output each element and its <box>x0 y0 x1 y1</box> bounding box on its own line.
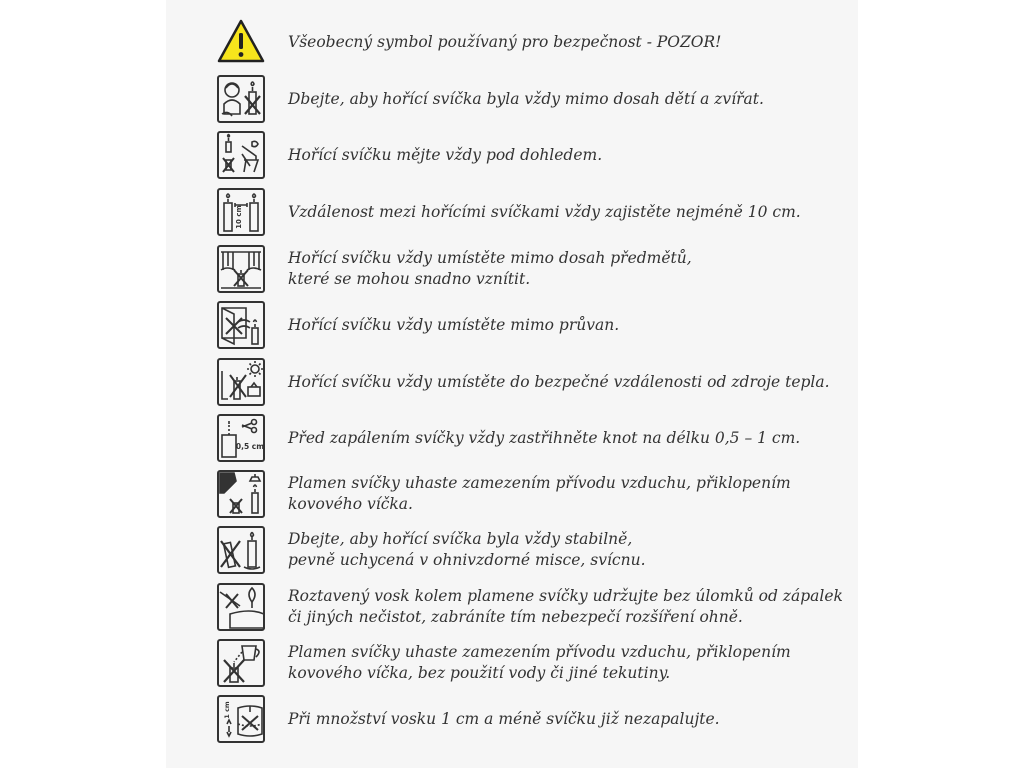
rule-row-heat-source <box>216 357 836 407</box>
supervision-icon <box>216 130 266 180</box>
rule-text: Hořící svíčku vždy umístěte do bezpečné vzdálenosti od zdroje tepla. <box>288 372 830 391</box>
safety-panel <box>166 0 858 768</box>
rule-text: Dbejte, aby hořící svíčka byla vždy stabilně, pevně uchycená v ohnivzdorné misce, svícnu. <box>288 530 646 569</box>
stable-holder-icon <box>216 525 266 575</box>
rule-row-general-warning <box>216 17 836 67</box>
no-water-icon <box>216 638 266 688</box>
clean-wax-icon <box>216 582 266 632</box>
rule-text: Při množství vosku 1 cm a méně svíčku již nezapalujte. <box>288 709 720 728</box>
heat-source-icon <box>216 357 266 407</box>
wick-trim-icon <box>216 413 266 463</box>
distance-label: 10 cm <box>235 205 243 229</box>
rule-row-extinguish-lid <box>216 469 836 519</box>
rule-row-supervision <box>216 130 836 180</box>
rule-text: Před zapálením svíčky vždy zastřihněte knot na délku 0,5 – 1 cm. <box>288 428 801 447</box>
children-animals-icon <box>216 74 266 124</box>
rule-row-no-water <box>216 638 836 688</box>
rule-row-draught <box>216 300 836 350</box>
rule-text: Vzdálenost mezi hořícími svíčkami vždy zajistěte nejméně 10 cm. <box>288 202 801 221</box>
wax-1cm-icon <box>216 694 266 744</box>
rule-text: Hořící svíčku mějte vždy pod dohledem. <box>288 145 603 164</box>
wax-height-label: 1 cm <box>223 701 231 719</box>
rule-text: Všeobecný symbol používaný pro bezpečnost - POZOR! <box>288 32 722 51</box>
warning-triangle-icon <box>216 17 266 67</box>
distance-10cm-icon <box>216 187 266 237</box>
rule-text: Dbejte, aby hořící svíčka byla vždy mimo dosah dětí a zvířat. <box>288 89 764 108</box>
rule-text: Plamen svíčky uhaste zamezením přívodu vzduchu, přiklopením kovového víčka, bez použití vody či jiné tekutiny. <box>288 643 791 682</box>
rule-text: Hořící svíčku vždy umístěte mimo průvan. <box>288 315 620 334</box>
draught-icon <box>216 300 266 350</box>
rule-row-flammable-objects <box>216 244 836 294</box>
rule-text: Roztavený vosk kolem plamene svíčky udržujte bez úlomků od zápalek či jiných nečistot, zabráníte tím nebezpečí rozšíření ohně. <box>288 587 843 626</box>
rule-text: Plamen svíčky uhaste zamezením přívodu vzduchu, přiklopením kovového víčka. <box>288 474 791 513</box>
wick-length-label: 0,5 cm <box>235 442 265 451</box>
rule-row-clean-wax <box>216 582 843 632</box>
rule-row-wax-1cm <box>216 694 836 744</box>
rule-row-wick-trim <box>216 413 836 463</box>
rule-row-stable-holder <box>216 525 836 575</box>
extinguish-lid-icon <box>216 469 266 519</box>
rule-text: Hořící svíčku vždy umístěte mimo dosah předmětů, které se mohou snadno vznítit. <box>288 249 692 288</box>
rule-row-children-animals <box>216 74 836 124</box>
rule-row-distance <box>216 187 836 237</box>
flammable-objects-icon <box>216 244 266 294</box>
